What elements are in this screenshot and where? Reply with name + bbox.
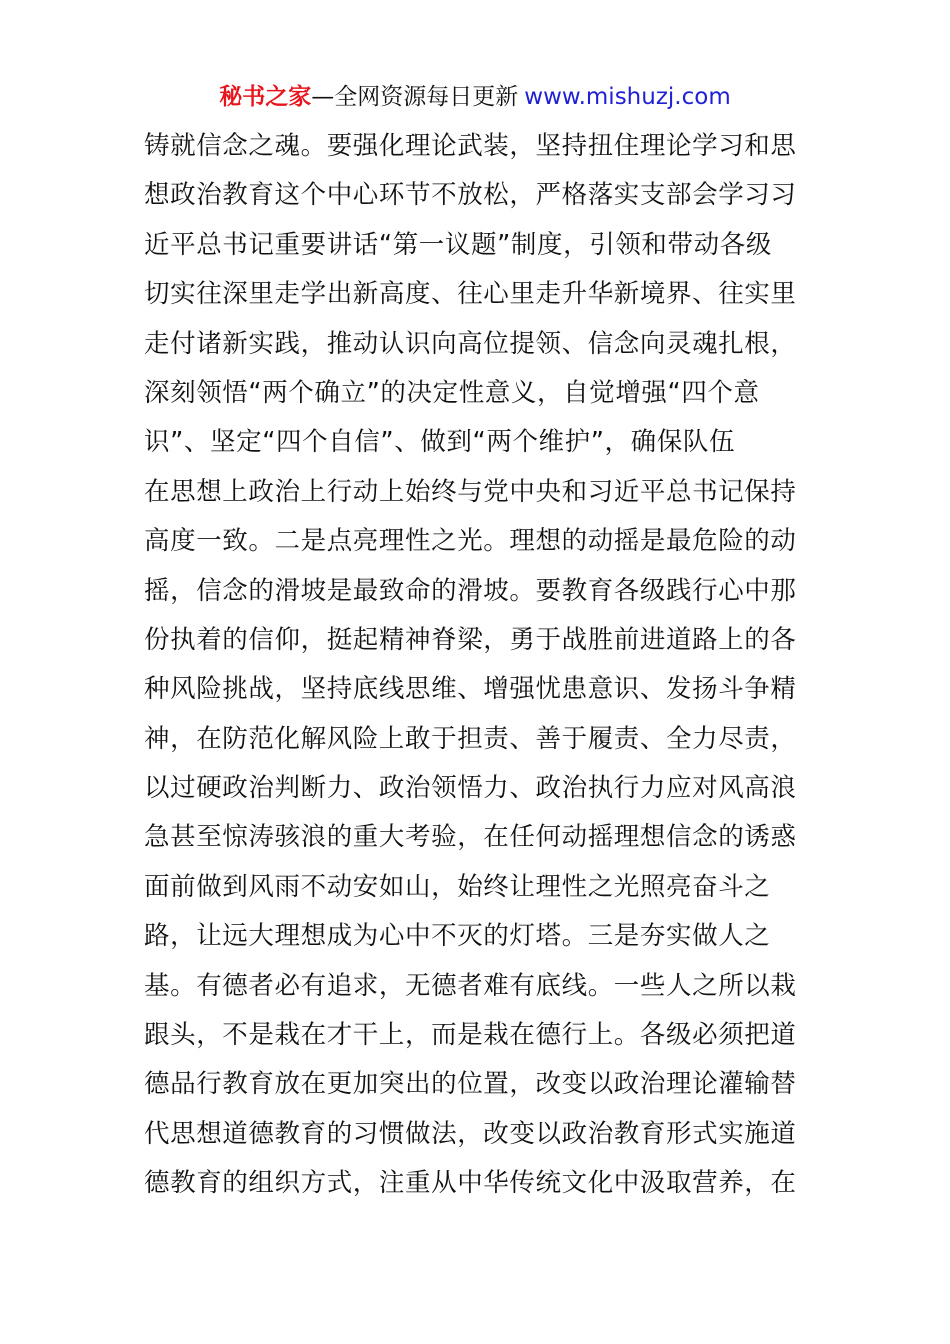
text-line: 跟头，不是栽在才干上，而是栽在德行上。各级必须把道 <box>144 1020 797 1051</box>
text-line: 种风险挑战，坚持底线思维、增强忧患意识、发扬斗争精 <box>144 674 797 705</box>
text-line: 铸就信念之魂。要强化理论武装，坚持扭住理论学习和思 <box>144 131 797 161</box>
text-line: 近平总书记重要讲话“第一议题”制度，引领和带动各级 <box>144 229 772 260</box>
text-line: 切实往深里走学出新高度、往心里走升华新境界、往实里 <box>144 279 797 310</box>
text-line: 面前做到风雨不动安如山，始终让理性之光照亮奋斗之 <box>144 871 771 902</box>
site-brand: 秘书之家 <box>219 84 312 110</box>
text-line: 在思想上政治上行动上始终与党中央和习近平总书记保持 <box>144 476 797 507</box>
text-line: 以过硬政治判断力、政治领悟力、政治执行力应对风高浪 <box>144 773 797 804</box>
text-line: 急甚至惊涛骇浪的重大考验，在任何动摇理想信念的诱惑 <box>144 822 797 853</box>
text-line: 深刻领悟“两个确立”的决定性意义，自觉增强“四个意 <box>144 377 760 408</box>
text-line: 想政治教育这个中心环节不放松，严格落实支部会学习习 <box>144 180 797 211</box>
text-line: 识”、坚定“四个自信”、做到“两个维护”，确保队伍 <box>144 427 736 458</box>
text-line: 份执着的信仰，挺起精神脊梁，勇于战胜前进道路上的各 <box>144 624 797 655</box>
text-line: 摇，信念的滑坡是最致命的滑坡。要教育各级践行心中那 <box>144 575 797 606</box>
text-line: 神，在防范化解风险上敢于担责、善于履责、全力尽责， <box>144 723 797 754</box>
text-line: 德品行教育放在更加突出的位置，改变以政治理论灌输替 <box>144 1069 797 1100</box>
text-line: 基。有德者必有追求，无德者难有底线。一些人之所以栽 <box>144 970 797 1001</box>
text-line: 德教育的组织方式，注重从中华传统文化中汲取营养，在 <box>144 1168 797 1199</box>
text-line: 走付诸新实践，推动认识向高位提领、信念向灵魂扎根， <box>144 328 797 359</box>
text-line: 高度一致。二是点亮理性之光。理想的动摇是最危险的动 <box>144 526 797 557</box>
site-header <box>0 80 950 114</box>
document-body <box>144 122 806 1209</box>
site-url-link[interactable]: www.mishuzj.com <box>524 84 731 110</box>
site-tagline: —全网资源每日更新 <box>311 84 519 110</box>
text-line: 代思想道德教育的习惯做法，改变以政治教育形式实施道 <box>144 1118 797 1149</box>
text-line: 路，让远大理想成为心中不灭的灯塔。三是夯实做人之 <box>144 921 771 952</box>
